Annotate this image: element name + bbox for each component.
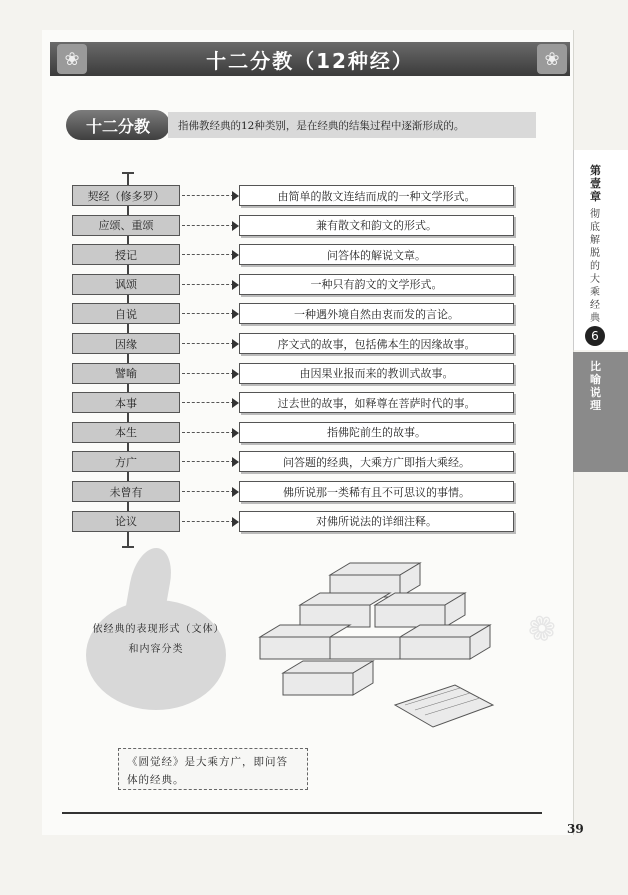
timeline-cap-top xyxy=(122,172,134,174)
category-row xyxy=(72,392,512,414)
stacked-sutras-illustration xyxy=(255,555,500,735)
arrowhead-icon xyxy=(232,221,239,231)
category-name: 授记 xyxy=(72,244,180,265)
category-name: 论议 xyxy=(72,511,180,532)
category-row xyxy=(72,451,512,473)
arrowhead-icon xyxy=(232,457,239,467)
speech-bubble-text: 依经典的表现形式（文体）和内容分类 xyxy=(92,624,220,655)
category-name: 讽颂 xyxy=(72,274,180,295)
category-description: 一种遇外境自然由衷而发的言论。 xyxy=(239,303,514,324)
dashed-arrow xyxy=(182,254,234,255)
chapter-label: 第壹章 xyxy=(590,164,601,203)
category-description: 佛所说那一类稀有且不可思议的事情。 xyxy=(239,481,514,502)
page-number: 39 xyxy=(567,822,584,836)
category-description: 由简单的散文连结而成的一种文学形式。 xyxy=(239,185,514,206)
category-name: 本事 xyxy=(72,392,180,413)
dashed-arrow xyxy=(182,343,234,344)
category-row xyxy=(72,422,512,444)
arrowhead-icon xyxy=(232,487,239,497)
category-description: 问答体的解说文章。 xyxy=(239,244,514,265)
category-description: 一种只有韵文的文学形式。 xyxy=(239,274,514,295)
category-name: 契经（修多罗） xyxy=(72,185,180,206)
category-description: 指佛陀前生的故事。 xyxy=(239,422,514,443)
arrowhead-icon xyxy=(232,369,239,379)
category-row xyxy=(72,185,512,207)
category-row xyxy=(72,333,512,355)
category-row xyxy=(72,303,512,325)
dashed-arrow xyxy=(182,284,234,285)
arrowhead-icon xyxy=(232,309,239,319)
category-name: 未曾有 xyxy=(72,481,180,502)
lotus-ornament-icon: ❀ xyxy=(57,44,87,74)
category-row xyxy=(72,244,512,266)
title-bar xyxy=(50,42,570,76)
category-row xyxy=(72,215,512,237)
section-label: 比喻说理 xyxy=(590,360,601,412)
chapter-title: 彻底解脱的大乘经典 xyxy=(590,209,600,324)
arrowhead-icon xyxy=(232,398,239,408)
category-name: 因缘 xyxy=(72,333,180,354)
arrowhead-icon xyxy=(232,250,239,260)
dashed-arrow xyxy=(182,313,234,314)
note-box: 《圆觉经》是大乘方广，即问答体的经典。 xyxy=(118,748,308,790)
category-name: 自说 xyxy=(72,303,180,324)
arrowhead-icon xyxy=(232,280,239,290)
category-row xyxy=(72,481,512,503)
category-name: 应颂、重颂 xyxy=(72,215,180,236)
arrowhead-icon xyxy=(232,191,239,201)
timeline-cap-bottom xyxy=(122,546,134,548)
category-name: 譬喻 xyxy=(72,363,180,384)
category-description: 由因果业报而来的教训式故事。 xyxy=(239,363,514,384)
dashed-arrow xyxy=(182,402,234,403)
category-name: 本生 xyxy=(72,422,180,443)
arrowhead-icon xyxy=(232,428,239,438)
category-description: 兼有散文和韵文的形式。 xyxy=(239,215,514,236)
category-row xyxy=(72,363,512,385)
category-name: 方广 xyxy=(72,451,180,472)
dashed-arrow xyxy=(182,521,234,522)
intro-label: 十二分教 xyxy=(66,110,170,140)
dashed-arrow xyxy=(182,373,234,374)
category-description: 对佛所说法的详细注释。 xyxy=(239,511,514,532)
category-description: 过去世的故事，如释尊在菩萨时代的事。 xyxy=(239,392,514,413)
dashed-arrow xyxy=(182,225,234,226)
category-description: 问答题的经典，大乘方广即指大乘经。 xyxy=(239,451,514,472)
category-description: 序文式的故事，包括佛本生的因缘故事。 xyxy=(239,333,514,354)
arrowhead-icon xyxy=(232,517,239,527)
dashed-arrow xyxy=(182,461,234,462)
chapter-number-badge: 6 xyxy=(585,326,605,346)
category-row xyxy=(72,274,512,296)
arrowhead-icon xyxy=(232,339,239,349)
intro-text: 指佛教经典的12种类别，是在经典的结集过程中逐渐形成的。 xyxy=(168,112,536,138)
watermark: ❁ xyxy=(518,605,564,654)
dashed-arrow xyxy=(182,195,234,196)
category-row xyxy=(72,511,512,533)
dashed-arrow xyxy=(182,432,234,433)
dashed-arrow xyxy=(182,491,234,492)
page-title: 十二分教（12种经） xyxy=(206,48,414,73)
footer-rule xyxy=(62,812,542,814)
lotus-ornament-icon: ❀ xyxy=(537,44,567,74)
